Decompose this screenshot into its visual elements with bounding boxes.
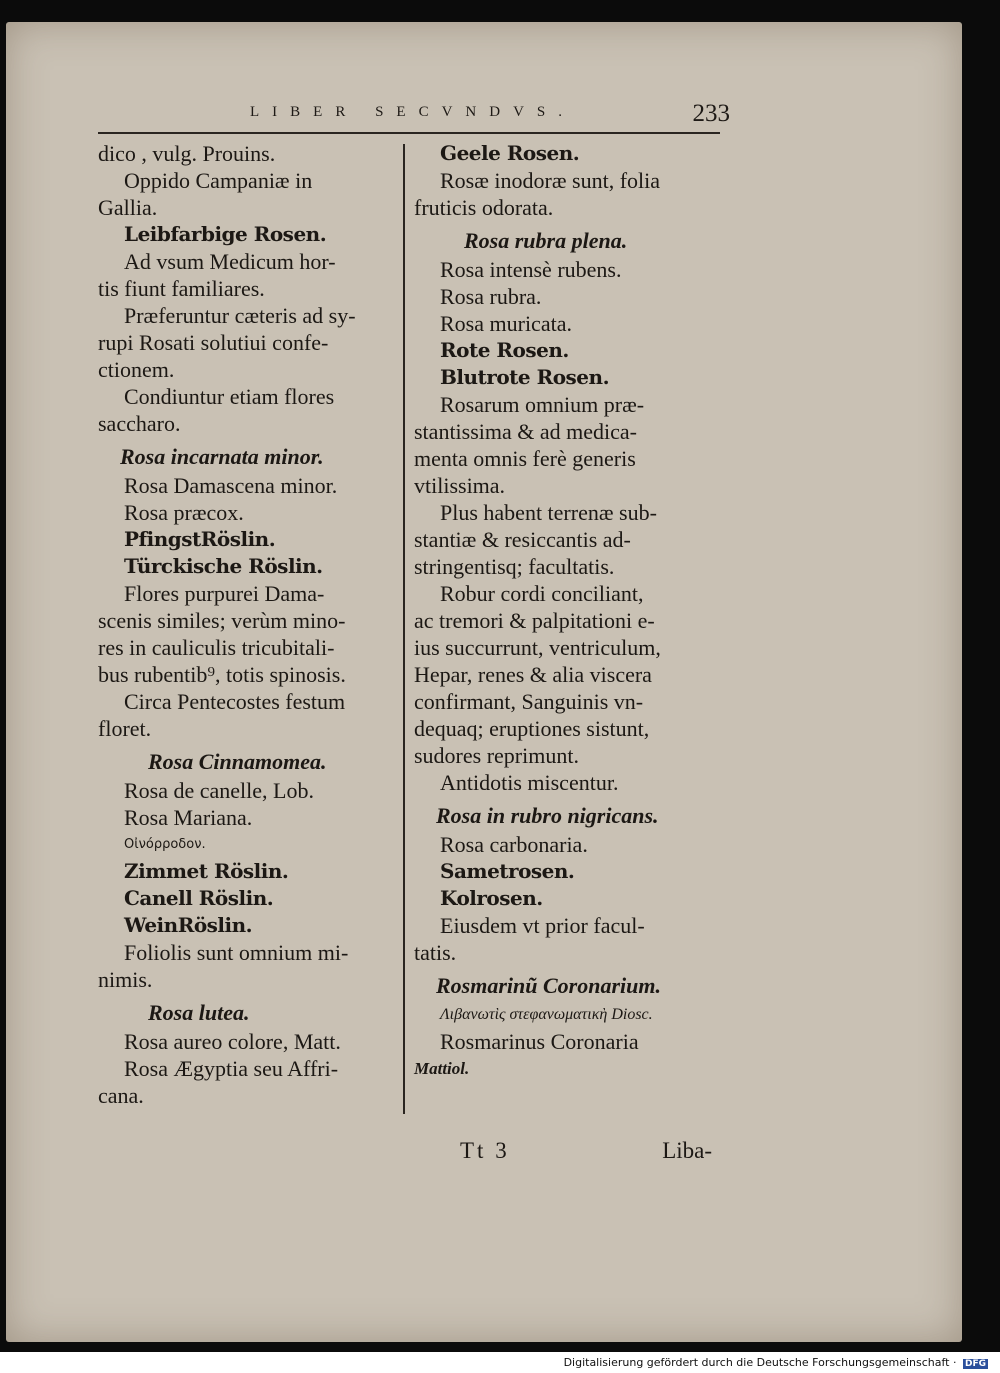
text-line: menta omnis ferè generis	[414, 446, 636, 471]
text-line: Antidotis miscentur.	[440, 770, 619, 795]
text-line: Rosa muricata.	[440, 311, 572, 336]
text-line: Rosa Damascena minor.	[124, 473, 338, 498]
dfg-logo-icon: DFG	[964, 1359, 986, 1369]
text-line: fruticis odorata.	[414, 195, 554, 220]
text-line: dico , vulg. Prouins.	[98, 141, 276, 166]
text-line: Rosarum omnium præ-	[440, 392, 645, 417]
vernacular-name-line: WeinRöslin.	[124, 913, 253, 937]
text-line: confirmant, Sanguinis vn-	[414, 689, 644, 714]
text-line: sudores reprimunt.	[414, 743, 579, 768]
text-line: Rosmarinus Coronaria	[440, 1029, 639, 1054]
text-line: stringentisq; facultatis.	[414, 554, 615, 579]
text-line: Eiusdem vt prior facul-	[440, 913, 645, 938]
section-heading: Rosmarinũ Coronarium.	[436, 973, 661, 998]
vernacular-name-line: Kolrosen.	[440, 886, 543, 910]
text-line: res in cauliculis tricubitali-	[98, 635, 335, 660]
text-line: ius succurrunt, ventriculum,	[414, 635, 661, 660]
header-rule	[98, 132, 720, 134]
vernacular-name-line: Blutrote Rosen.	[440, 365, 610, 389]
footer-text: Digitalisierung gefördert durch die Deutsche Forschungsgemeinschaft ·	[563, 1356, 957, 1369]
text-line: dequaq; eruptiones sistunt,	[414, 716, 650, 741]
catchword: Liba-	[662, 1138, 712, 1163]
text-line: vtilissima.	[414, 473, 506, 498]
section-heading: Rosa incarnata minor.	[120, 444, 324, 469]
vernacular-name-line: Rote Rosen.	[440, 338, 569, 362]
text-line: rupi Rosati solutiui confe-	[98, 330, 329, 355]
text-line: Præferuntur cæteris ad sy-	[124, 303, 356, 328]
page-number: 233	[692, 100, 730, 127]
text-line: stantissima & ad medica-	[414, 419, 637, 444]
text-line: tatis.	[414, 940, 457, 965]
text-line: Flores purpurei Dama-	[124, 581, 325, 606]
text-line: Rosæ inodoræ sunt, folia	[440, 168, 661, 193]
vernacular-name-line: Türckische Röslin.	[124, 554, 323, 578]
text-line: ctionem.	[98, 357, 175, 382]
left-column	[98, 140, 396, 1109]
text-line: Robur cordi conciliant,	[440, 581, 644, 606]
greek-name-line: Οἰνόρροδον.	[124, 837, 206, 852]
digitization-footer	[564, 1356, 988, 1369]
text-line: Rosa præcox.	[124, 500, 244, 525]
text-line: Plus habent terrenæ sub-	[440, 500, 657, 525]
text-line: bus rubentib⁹, totis spinosis.	[98, 662, 346, 687]
text-line: Rosa de canelle, Lob.	[124, 778, 314, 803]
signature-mark: Tt 3	[460, 1138, 510, 1163]
section-heading: Rosa Cinnamomea.	[148, 749, 327, 774]
text-line: ac tremori & palpitationi e-	[414, 608, 655, 633]
page-header	[250, 100, 730, 136]
vernacular-name-line: Geele Rosen.	[440, 141, 580, 165]
vernacular-name-line: Zimmet Röslin.	[124, 859, 289, 883]
text-line: Ad vsum Medicum hor-	[124, 249, 336, 274]
text-line: scenis similes; verùm mino-	[98, 608, 346, 633]
catchline	[460, 1138, 712, 1168]
text-line: floret.	[98, 716, 152, 741]
section-heading: Rosa in rubro nigricans.	[436, 803, 659, 828]
vernacular-name-line: Canell Röslin.	[124, 886, 274, 910]
text-line: Rosa aureo colore, Matt.	[124, 1029, 341, 1054]
text-line: Gallia.	[98, 195, 158, 220]
column-divider	[403, 144, 405, 1114]
text-line: Oppido Campaniæ in	[124, 168, 313, 193]
right-column	[414, 140, 720, 1082]
running-head: LIBER SECVNDVS.	[250, 104, 576, 120]
text-line: Rosa carbonaria.	[440, 832, 588, 857]
text-line: tis fiunt familiares.	[98, 276, 265, 301]
section-heading: Rosa lutea.	[148, 1000, 250, 1025]
text-line: Rosa Ægyptia seu Affri-	[124, 1056, 339, 1081]
text-line: Circa Pentecostes festum	[124, 689, 346, 714]
greek-name-line: Λιβανωτὶς στεφανωματικὴ Diosc.	[440, 1006, 653, 1023]
text-line: Rosa rubra.	[440, 284, 542, 309]
vernacular-name-line: PfingstRöslin.	[124, 527, 276, 551]
text-line: cana.	[98, 1083, 144, 1108]
text-line: nimis.	[98, 967, 153, 992]
text-line: Foliolis sunt omnium mi-	[124, 940, 349, 965]
text-line: Rosa intensè rubens.	[440, 257, 622, 282]
text-line: Hepar, renes & alia viscera	[414, 662, 652, 687]
vernacular-name-line: Leibfarbige Rosen.	[124, 222, 327, 246]
text-line: stantiæ & resiccantis ad-	[414, 527, 631, 552]
text-line: Mattiol.	[414, 1059, 470, 1078]
text-line: Rosa Mariana.	[124, 805, 253, 830]
section-heading: Rosa rubra plena.	[464, 228, 628, 253]
text-line: Condiuntur etiam flores	[124, 384, 335, 409]
text-line: saccharo.	[98, 411, 181, 436]
vernacular-name-line: Sametrosen.	[440, 859, 575, 883]
